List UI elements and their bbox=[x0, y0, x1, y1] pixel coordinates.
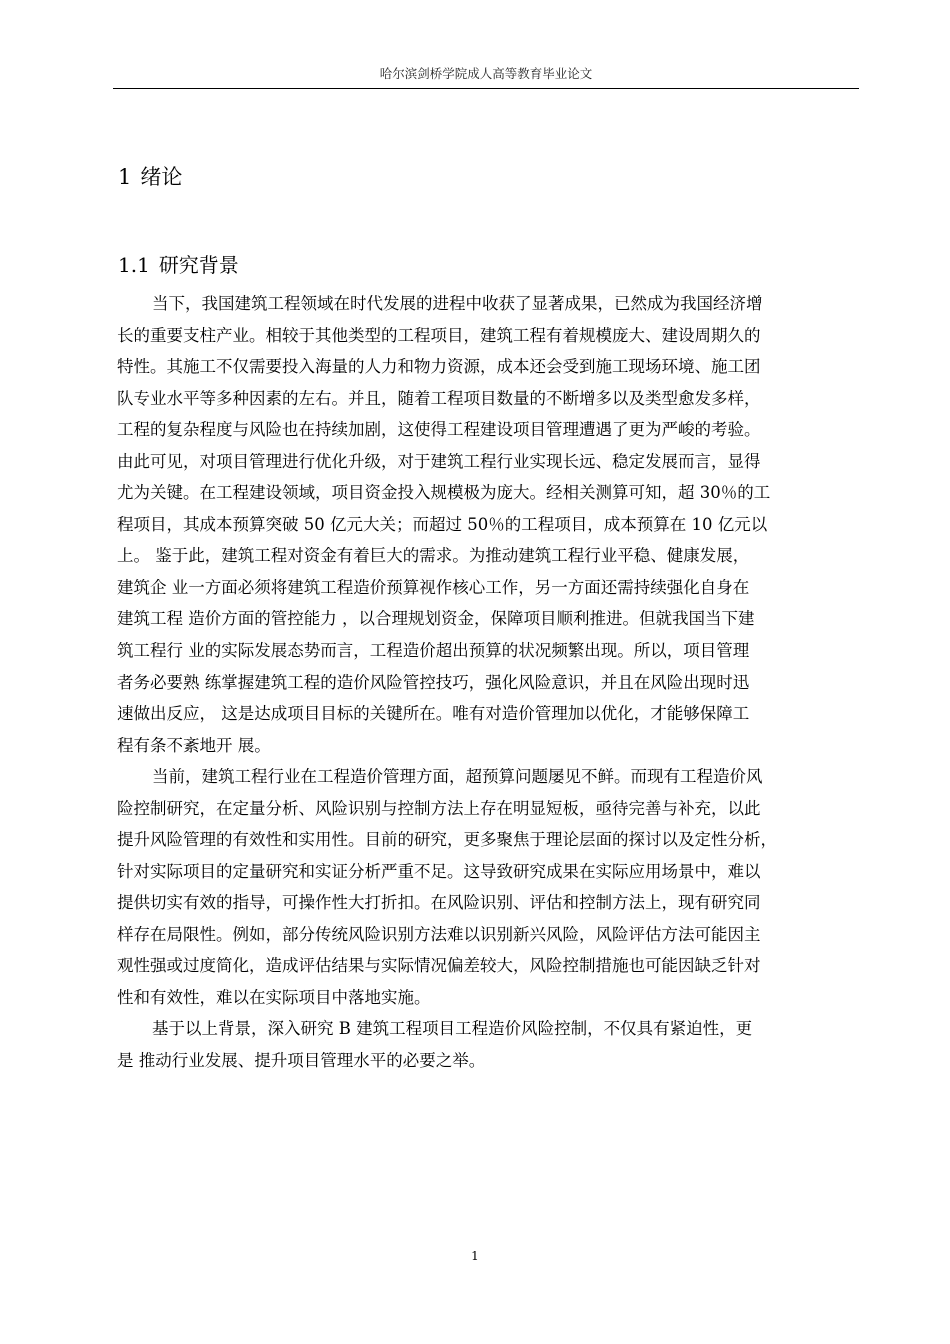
paragraph-line: 险控制研究，在定量分析、风险识别与控制方法上存在明显短板，亟待完善与补充，以此 bbox=[117, 798, 761, 818]
section-title-text: 研究背景 bbox=[158, 253, 239, 277]
paragraph-line: 者务必要熟 练掌握建筑工程的造价风险管控技巧，强化风险意识，并且在风险出现时迅 bbox=[117, 672, 750, 692]
section-heading bbox=[118, 250, 239, 280]
paragraph-line: 样存在局限性。例如，部分传统风险识别方法难以识别新兴风险，风险评估方法可能因主 bbox=[117, 924, 761, 944]
paragraph-line: 长的重要支柱产业。相较于其他类型的工程项目，建筑工程有着规模庞大、建设周期久的 bbox=[117, 325, 761, 345]
paragraph-line: 针对实际项目的定量研究和实证分析严重不足。这导致研究成果在实际应用场景中，难以 bbox=[117, 861, 761, 881]
paragraph-line: 当前，建筑工程行业在工程造价管理方面，超预算问题屡见不鲜。而现有工程造价风 bbox=[152, 767, 763, 786]
paragraph-line: 基于以上背景，深入研究 B 建筑工程项目工程造价风险控制，不仅具有紧迫性，更 bbox=[152, 1019, 753, 1038]
body-paragraph-3 bbox=[117, 1013, 865, 1076]
paragraph-line: 当下，我国建筑工程领域在时代发展的进程中收获了显著成果，已然成为我国经济增 bbox=[152, 294, 763, 313]
paragraph-line: 筑工程行 业的实际发展态势而言，工程造价超出预算的状况频繁出现。所以，项目管理 bbox=[117, 641, 750, 661]
paragraph-line: 由此可见，对项目管理进行优化升级，对于建筑工程行业实现长远、稳定发展而言，显得 bbox=[117, 451, 761, 471]
paragraph-line: 是 推动行业发展、提升项目管理水平的必要之举。 bbox=[117, 1050, 486, 1070]
paragraph-line: 速做出反应， 这是达成项目目标的关键所在。唯有对造价管理加以优化，才能够保障工 bbox=[117, 704, 750, 724]
running-header: 哈尔滨剑桥学院成人高等教育毕业论文 bbox=[379, 66, 593, 81]
paragraph-line: 性和有效性，难以在实际项目中落地实施。 bbox=[117, 987, 431, 1007]
header-rule bbox=[113, 88, 859, 89]
body-paragraph-2 bbox=[117, 761, 865, 1013]
paragraph-line: 建筑工程 造价方面的管控能力 ，以合理规划资金，保障项目顺利推进。但就我国当下建 bbox=[117, 609, 755, 629]
paragraph-line: 观性强或过度简化，造成评估结果与实际情况偏差较大，风险控制措施也可能因缺乏针对 bbox=[117, 956, 761, 976]
body-paragraph-1 bbox=[117, 288, 865, 761]
paragraph-line: 队专业水平等多种因素的左右。并且，随着工程项目数量的不断增多以及类型愈发多样， bbox=[117, 388, 761, 408]
paragraph-line: 提升风险管理的有效性和实用性。目前的研究，更多聚焦于理论层面的探讨以及定性分析， bbox=[117, 830, 777, 850]
chapter-heading bbox=[118, 162, 182, 192]
chapter-number: 1 bbox=[118, 165, 132, 189]
paragraph-line: 程有条不紊地开 展。 bbox=[117, 735, 271, 755]
paragraph-line: 上。 鉴于此，建筑工程对资金有着巨大的需求。为推动建筑工程行业平稳、健康发展， bbox=[117, 546, 750, 566]
paragraph-line: 程项目，其成本预算突破 50 亿元大关；而超过 50％的工程项目，成本预算在 10 亿元以 bbox=[117, 514, 768, 534]
paragraph-line: 提供切实有效的指导，可操作性大打折扣。在风险识别、评估和控制方法上，现有研究同 bbox=[117, 893, 761, 913]
paragraph-line: 建筑企 业一方面必须将建筑工程造价预算视作核心工作，另一方面还需持续强化自身在 bbox=[117, 577, 750, 597]
section-number: 1.1 bbox=[118, 253, 150, 277]
paragraph-line: 特性。其施工不仅需要投入海量的人力和物力资源，成本还会受到施工现场环境、施工团 bbox=[117, 357, 761, 377]
chapter-title-text: 绪论 bbox=[140, 165, 183, 189]
paragraph-line: 尤为关键。在工程建设领域，项目资金投入规模极为庞大。经相关测算可知，超 30％的工 bbox=[117, 483, 771, 503]
paragraph-line: 工程的复杂程度与风险也在持续加剧，这使得工程建设项目管理遭遇了更为严峻的考验。 bbox=[117, 420, 761, 440]
page-number: 1 bbox=[471, 1249, 479, 1263]
